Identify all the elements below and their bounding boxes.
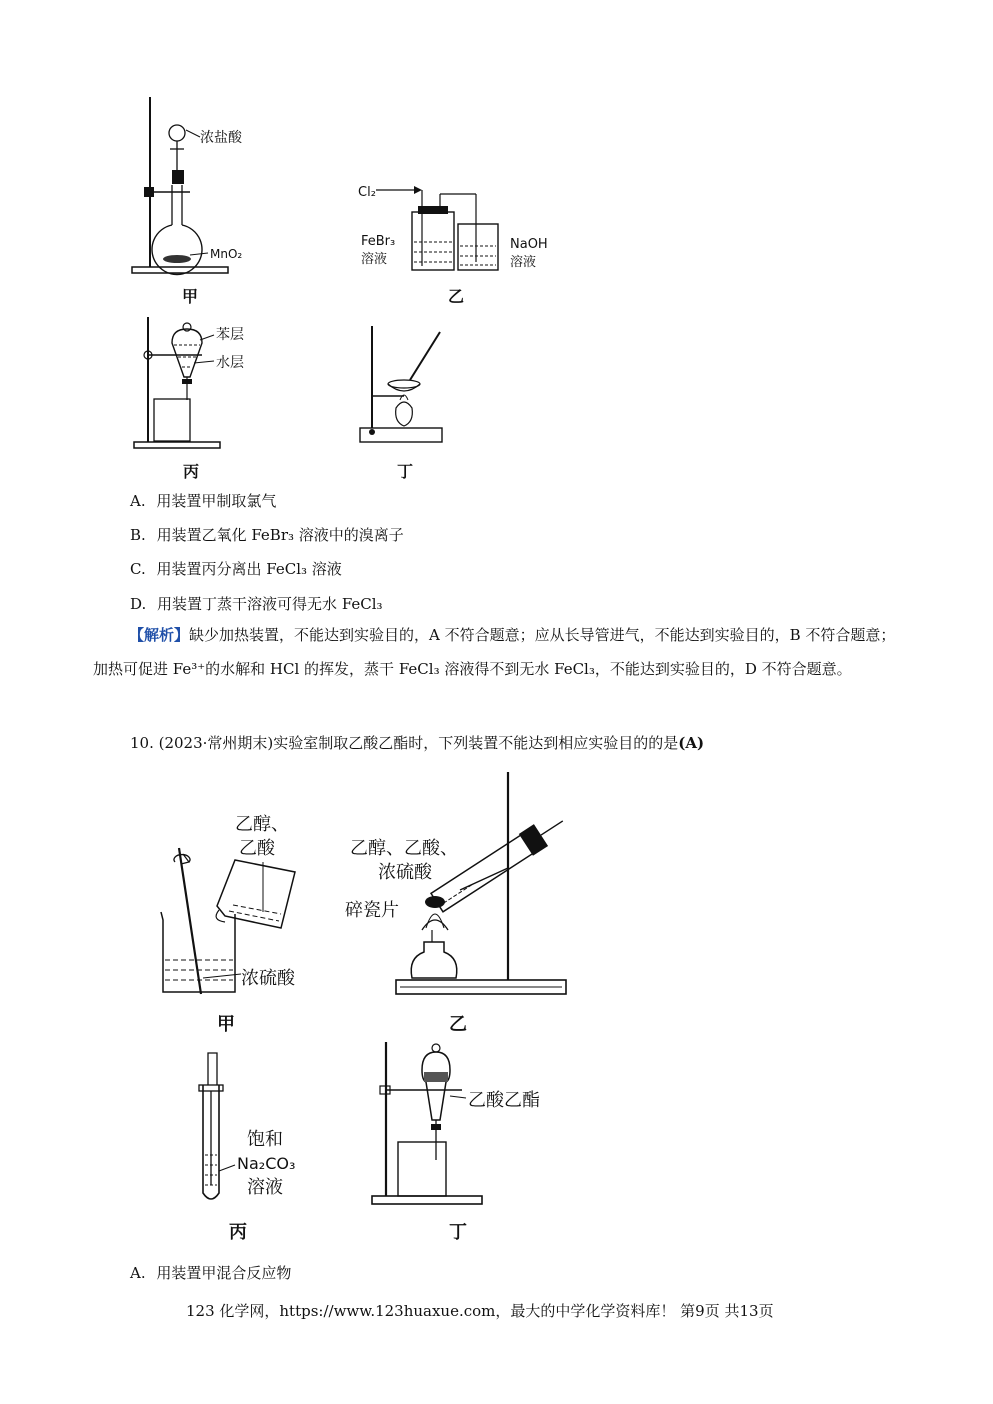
- figure-q9-jia: [130, 95, 280, 305]
- caption-q10-ding: 丁: [449, 1222, 467, 1243]
- label-solid: MnO₂: [210, 247, 243, 261]
- caption-q10-jia: 甲: [217, 1014, 235, 1035]
- figure-q10-yi: [340, 770, 580, 1000]
- label-acid: 浓盐酸: [200, 130, 242, 146]
- label-conc-sulfuric-2: 浓硫酸: [378, 862, 432, 883]
- figure-q9-bing: [132, 315, 272, 450]
- label-naoh-suffix: 溶液: [510, 255, 537, 270]
- answer: (A): [678, 734, 705, 752]
- analysis-header: 【解析】: [129, 626, 190, 644]
- label-acetic-acid: 乙酸: [239, 838, 275, 859]
- label-febr3-suffix: 溶液: [361, 252, 388, 267]
- label-porcelain-chips: 碎瓷片: [345, 900, 399, 921]
- caption-q9-ding: 丁: [397, 462, 414, 481]
- label-ethyl-acetate: 乙酸乙酯: [468, 1090, 540, 1111]
- label-na2co3: Na₂CO₃: [237, 1154, 296, 1173]
- figure-q10-jia: [155, 810, 355, 1010]
- option-c: C. 用装置丙分离出 FeCl₃ 溶液: [130, 560, 342, 578]
- label-febr3: FeBr₃: [361, 234, 396, 249]
- caption-q9-bing: 丙: [183, 462, 200, 481]
- label-gas: Cl₂: [358, 185, 376, 200]
- label-saturated: 饱和: [247, 1129, 283, 1150]
- label-ethanol: 乙醇、: [235, 814, 289, 835]
- option-a: A. 用装置甲制取氯气: [130, 492, 277, 510]
- label-naoh: NaOH: [510, 237, 548, 252]
- caption-q10-bing: 丙: [229, 1222, 247, 1243]
- label-conc-sulfuric: 浓硫酸: [241, 968, 295, 989]
- label-water-layer: 水层: [216, 355, 244, 371]
- label-benzene-layer: 苯层: [216, 327, 244, 343]
- caption-q9-yi: 乙: [448, 287, 465, 306]
- q10-option-a: A. 用装置甲混合反应物: [130, 1264, 292, 1282]
- analysis-paragraph: [93, 618, 898, 686]
- label-solution: 溶液: [247, 1177, 283, 1198]
- label-febr3-solution: [361, 233, 395, 269]
- label-naoh-solution: [510, 236, 548, 272]
- figure-q10-bing: [175, 1045, 315, 1215]
- question-10-stem: 10. (2023·常州期末)实验室制取乙酸乙酯时，下列装置不能达到相应实验目的的是(A): [130, 734, 705, 752]
- caption-q10-yi: 乙: [449, 1014, 467, 1035]
- page-footer: 123 化学网，https://www.123huaxue.com，最大的中学化学资料库！ 第9页 共13页: [186, 1302, 774, 1320]
- analysis-body: 缺少加热装置，不能达到实验目的，A 不符合题意；应从长导管进气，不能达到实验目的，B 不符合题意；加热可促进 Fe³⁺的水解和 HCl 的挥发，蒸干 FeCl₃ 溶液得不到无水 FeCl₃，不能达到实验目的，D 不符合题意。: [93, 626, 896, 678]
- figure-q10-ding: [370, 1040, 570, 1210]
- option-d: D. 用装置丁蒸干溶液可得无水 FeCl₃: [130, 595, 383, 613]
- caption-q9-jia: 甲: [182, 287, 199, 306]
- option-b: B. 用装置乙氧化 FeBr₃ 溶液中的溴离子: [130, 526, 404, 544]
- label-reagents: 乙醇、乙酸、: [350, 838, 458, 859]
- figure-q9-ding: [358, 318, 458, 448]
